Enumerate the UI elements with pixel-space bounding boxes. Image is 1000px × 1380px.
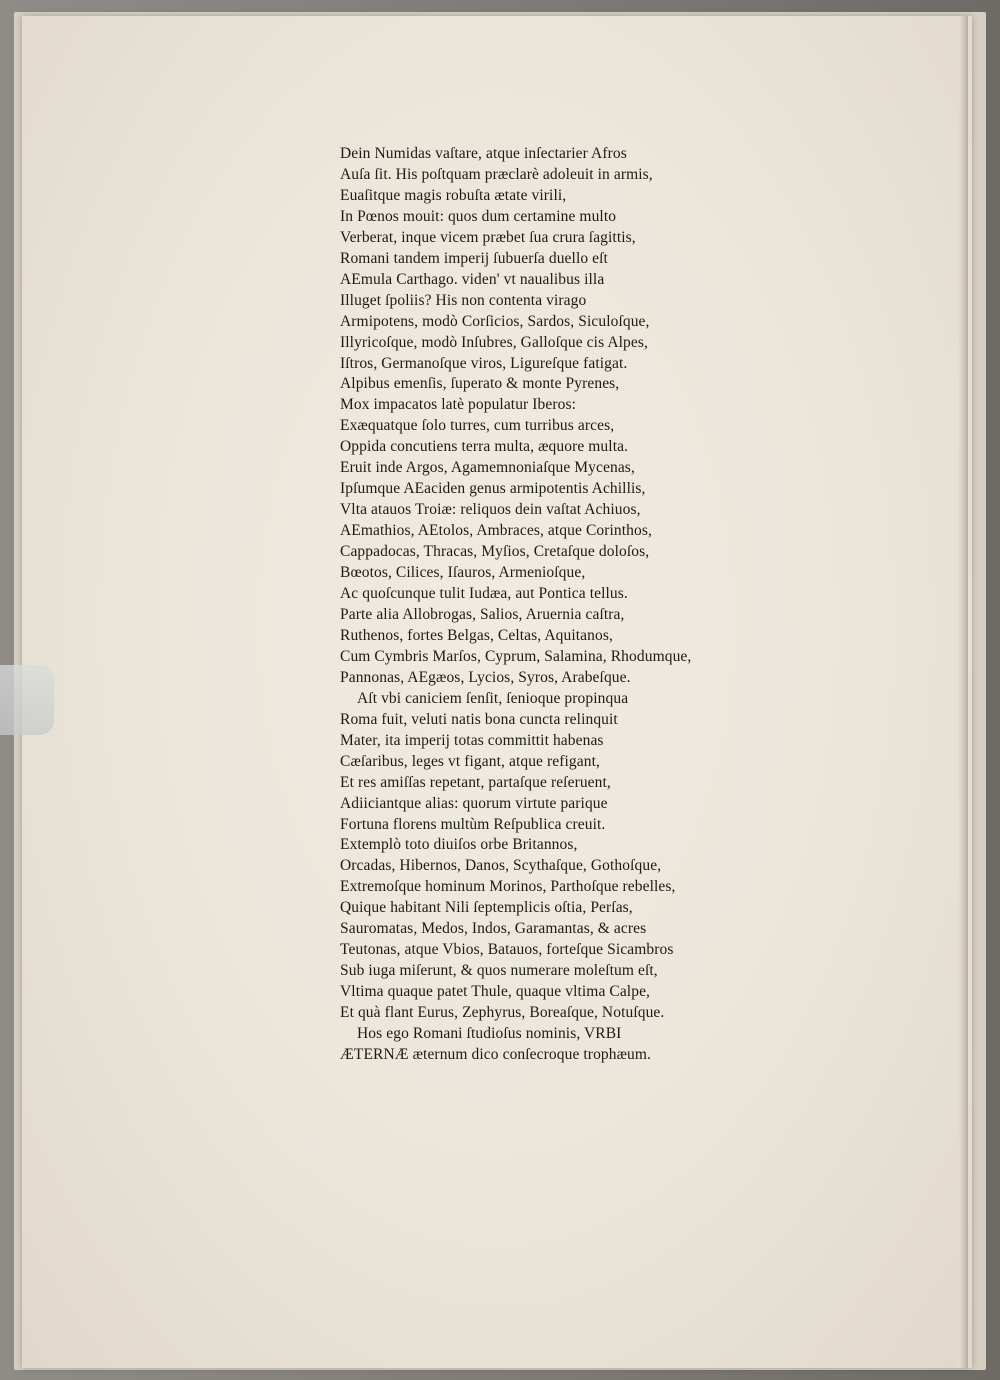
verse-line: Roma fuit, veluti natis bona cuncta relinquit: [340, 710, 618, 728]
verse-line: Auſa ſit. His poſtquam præclarè adoleuit in armis,: [340, 165, 653, 183]
verse-line: Pannonas, AEgæos, Lycios, Syros, Arabeſque.: [340, 668, 631, 686]
verse-line: Ruthenos, fortes Belgas, Celtas, Aquitanos,: [340, 626, 613, 644]
verse-line: Mater, ita imperij totas committit habenas: [340, 731, 604, 749]
verse-line: Sauromatas, Medos, Indos, Garamantas, & acres: [340, 920, 647, 938]
verse-line: Extemplò toto diuiſos orbe Britannos,: [340, 836, 578, 854]
verse-line: Fortuna florens multùm Reſpublica creuit.: [340, 815, 606, 833]
verse-line: In Pœnos mouit: quos dum certamine multo: [340, 207, 617, 225]
verse-line: ÆTERNÆ æternum dico conſecroque trophæum.: [340, 1045, 652, 1063]
verse-line: Orcadas, Hibernos, Danos, Scythaſque, Gothoſque,: [340, 857, 662, 875]
verse-line: Et quà flant Eurus, Zephyrus, Boreaſque, Notuſque.: [340, 1004, 665, 1022]
verse-line: Teutonas, atque Vbios, Batauos, forteſque Sicambros: [340, 941, 674, 959]
binding-tab: [0, 665, 54, 735]
verse-line: Cæſaribus, leges vt figant, atque refigant,: [340, 752, 600, 770]
verse-line: Iſtros, Germanoſque viros, Ligureſque fatigat.: [340, 354, 628, 372]
verse-line: Sub iuga miſerunt, & quos numerare moleſtum eſt,: [340, 962, 658, 980]
verse-line: Dein Numidas vaſtare, atque inſectarier Afros: [340, 145, 627, 162]
verse-line: Quique habitant Nili ſeptemplicis oſtia, Perſas,: [340, 899, 633, 917]
verse-line: Aſt vbi caniciem ſenſit, ſenioque propinqua: [357, 689, 629, 707]
verse-line: AEmathios, AEtolos, Ambraces, atque Corinthos,: [340, 522, 652, 540]
verse-line: Romani tandem imperij ſubuerſa duello eſt: [340, 249, 608, 267]
verse-line: Eruit inde Argos, Agamemnoniaſque Mycenas,: [340, 459, 635, 477]
verse-line: Armipotens, modò Corſicios, Sardos, Siculoſque,: [340, 312, 650, 330]
verse-line: Vlta atauos Troiæ: reliquos dein vaſtat Achiuos,: [340, 501, 641, 519]
verse-line: Cum Cymbris Marſos, Cyprum, Salamina, Rhodumque,: [340, 647, 692, 665]
verse-line: Alpibus emenſis, ſuperato & monte Pyrenes,: [340, 375, 620, 393]
verse-line: Adiiciantque alias: quorum virtute parique: [340, 794, 608, 812]
verse-line: Extremoſque hominum Morinos, Parthoſque rebelles,: [340, 878, 676, 896]
verse-line: AEmula Carthago. viden' vt naualibus illa: [340, 270, 605, 288]
page-edge: [958, 16, 968, 1368]
verse-line: Euaſitque magis robuſta ætate virili,: [340, 186, 567, 204]
verse-line: Cappadocas, Thracas, Myſios, Cretaſque doloſos,: [340, 543, 650, 561]
verse-line: Ipſumque AEaciden genus armipotentis Achillis,: [340, 480, 646, 498]
verse-line: Exæquatque ſolo turres, cum turribus arces,: [340, 417, 615, 435]
verse-line: Ac quoſcunque tulit Iudæa, aut Pontica tellus.: [340, 585, 628, 603]
verse-line: Hos ego Romani ſtudioſus nominis, VRBI: [357, 1025, 622, 1043]
verse-line: Illyricoſque, modò Inſubres, Galloſque cis Alpes,: [340, 333, 648, 351]
verse-line: Oppida concutiens terra multa, æquore multa.: [340, 438, 629, 456]
verse-line: Parte alia Allobrogas, Salios, Aruernia caſtra,: [340, 605, 625, 623]
verse-line: Illuget ſpoliis? His non contenta virago: [340, 291, 587, 309]
verse-line: Bœotos, Cilices, Iſauros, Armenioſque,: [340, 564, 586, 582]
verse-line: Vltima quaque patet Thule, quaque vltima Calpe,: [340, 983, 651, 1001]
verse-line: Verberat, inque vicem præbet ſua crura ſagittis,: [340, 228, 636, 246]
verse-line: Et res amiſſas repetant, partaſque reſeruent,: [340, 773, 611, 791]
verse-line: Mox impacatos latè populatur Iberos:: [340, 396, 577, 414]
latin-verse-text: [340, 144, 740, 1066]
